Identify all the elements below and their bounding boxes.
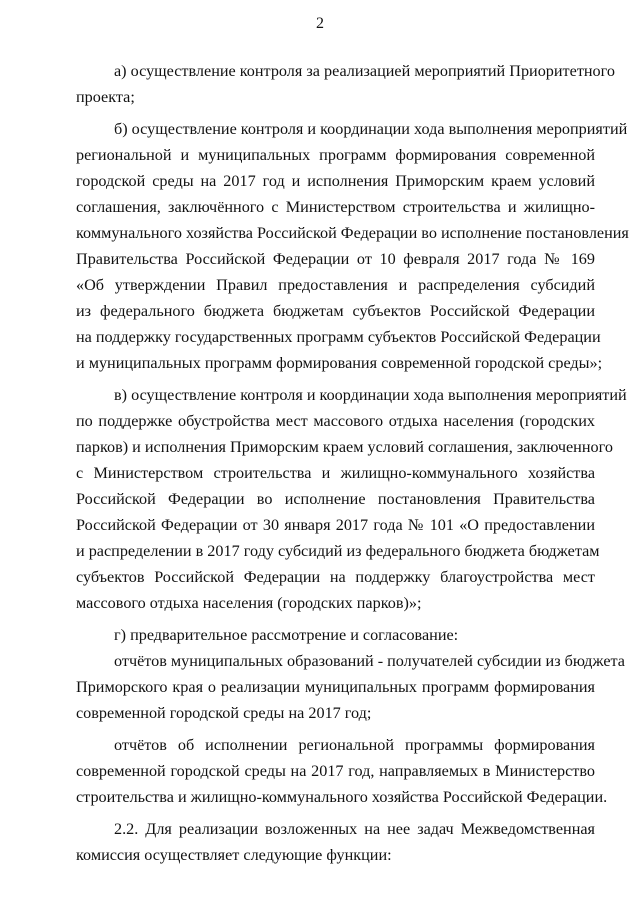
text-line: и распределении в 2017 году субсидий из федерального бюджета бюджетам	[76, 542, 600, 560]
text-line: в) осуществление контроля и координации хода выполнения мероприятий	[114, 386, 627, 404]
text-line: Российской Федерации во исполнение постановления Правительства	[76, 490, 595, 508]
text-line: на поддержку государственных программ субъектов Российской Федерации	[76, 328, 601, 346]
text-line: строительства и жилищно-коммунального хозяйства Российской Федерации.	[76, 788, 608, 806]
text-line: коммунального хозяйства Российской Федерации во исполнение постановления	[76, 224, 629, 242]
text-line: современной городской среды на 2017 год;	[76, 704, 372, 722]
text-line: «Об утверждении Правил предоставления и распределения субсидий	[76, 276, 595, 294]
page-number: 2	[316, 15, 324, 32]
text-line: современной городской среды на 2017 год, направляемых в Министерство	[76, 762, 595, 780]
text-line: и муниципальных программ формирования современной городской среды»;	[76, 354, 603, 372]
text-line: отчётов муниципальных образований - получателей субсидии из бюджета	[114, 652, 625, 670]
text-line: из федерального бюджета бюджетам субъектов Российской Федерации	[76, 302, 595, 320]
text-line: 2.2. Для реализации возложенных на нее задач Межведомственная	[114, 820, 595, 838]
text-line: Правительства Российской Федерации от 10 февраля 2017 года № 169	[76, 250, 595, 268]
text-line: комиссия осуществляет следующие функции:	[76, 846, 392, 864]
text-line: г) предварительное рассмотрение и согласование:	[114, 626, 459, 644]
text-line: по поддержке обустройства мест массового отдыха населения (городских	[76, 412, 595, 430]
text-line: проекта;	[76, 88, 135, 106]
text-line: б) осуществление контроля и координации хода выполнения мероприятий	[114, 120, 628, 138]
text-line: региональной и муниципальных программ формирования современной	[76, 146, 595, 164]
text-line: городской среды на 2017 год и исполнения Приморским краем условий	[76, 172, 595, 190]
text-line: а) осуществление контроля за реализацией мероприятий Приоритетного	[114, 62, 615, 80]
text-line: массового отдыха населения (городских парков)»;	[76, 594, 422, 612]
text-line: с Министерством строительства и жилищно-коммунального хозяйства	[76, 464, 595, 482]
text-line: Приморского края о реализации муниципальных программ формирования	[76, 678, 595, 696]
text-line: парков) и исполнения Приморским краем условий соглашения, заключенного	[76, 438, 613, 456]
text-line: отчётов об исполнении региональной программы формирования	[114, 736, 595, 754]
text-line: субъектов Российской Федерации на поддержку благоустройства мест	[76, 568, 595, 586]
text-line: соглашения, заключённого с Министерством строительства и жилищно-	[76, 198, 595, 216]
text-line: Российской Федерации от 30 января 2017 года № 101 «О предоставлении	[76, 516, 595, 534]
